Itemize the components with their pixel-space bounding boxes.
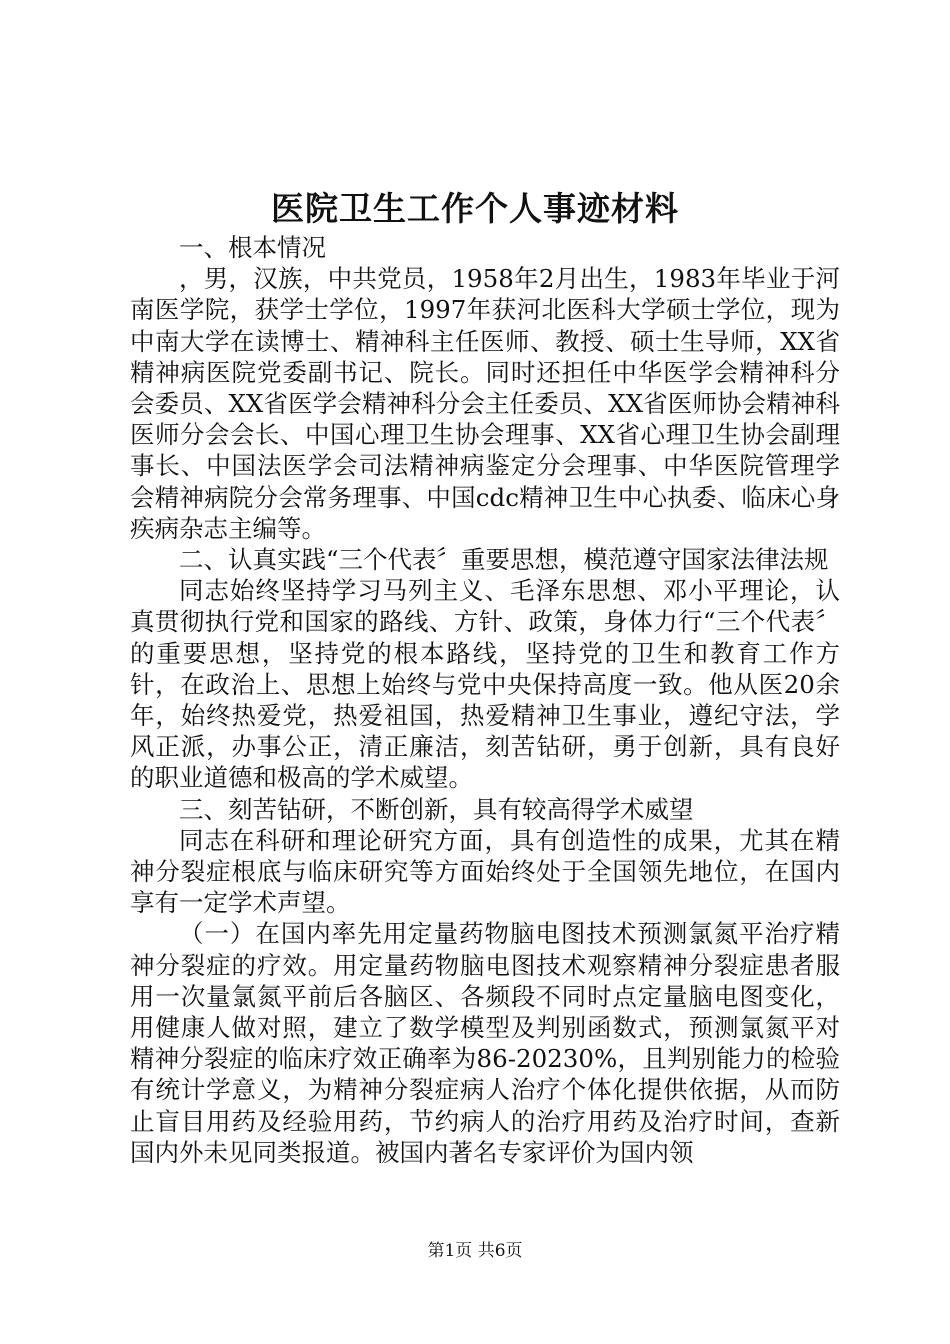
section-heading-basic-info: 一、根本情况: [179, 233, 326, 262]
paragraph-research-summary: 同志在科研和理论研究方面，具有创造性的成果，尤其在精神分裂症根底与临床研究等方面始终处于全国领先地位，在国内享有一定学术声望。: [130, 825, 840, 918]
page-footer: 第1页 共6页: [427, 1241, 523, 1261]
section-heading-three-represents: 二、认真实践“三个代表〞重要思想，模范遵守国家法律法规: [179, 545, 829, 575]
document-title: 医院卫生工作个人事迹材料: [271, 189, 679, 228]
paragraph-basic-info: ，男，汉族，中共党员，1958年2月出生，1983年毕业于河南医学院，获学士学位，1997年获河北医科大学硕士学位，现为中南大学在读博士、精神科主任医师、教授、硕士生导师，XX省精神病医院党委副书记、院长。同时还担任中华医学会精神科分会委员、XX省医学会精神科分会主任委员、XX省医师协会精神科医师分会会长、中国心理卫生协会理事、XX省心理卫生协会副理事长、中国法医学会司法精神病鉴定分会理事、中华医院管理学会精神病院分会常务理事、中国cdc精神卫生中心执委、临床心身疾病杂志主编等。: [130, 264, 840, 543]
document-body: [130, 232, 840, 1168]
section-heading-academic: 三、刻苦钻研，不断创新，具有较高得学术威望: [179, 794, 694, 824]
paragraph-political-conduct: 同志始终坚持学习马列主义、毛泽东思想、邓小平理论，认真贯彻执行党和国家的路线、方针、政策，身体力行“三个代表〞的重要思想，坚持党的根本路线，坚持党的卫生和教育工作方针，在政治上、思想上始终与党中央保持高度一致。他从医20余年，始终热爱党，热爱祖国，热爱精神卫生事业，遵纪守法，学风正派，办事公正，清正廉洁，刻苦钻研，勇于创新，具有良好的职业道德和极高的学术威望。: [130, 576, 840, 793]
paragraph-research-item-1: （一）在国内率先用定量药物脑电图技术预测氯氮平治疗精神分裂症的疗效。用定量药物脑电图技术观察精神分裂症患者服用一次量氯氮平前后各脑区、各频段不同时点定量脑电图变化，用健康人做对照，建立了数学模型及判别函数式，预测氯氮平对精神分裂症的临床疗效正确率为86-20230%，且判别能力的检验有统计学意义，为精神分裂症病人治疗个体化提供依据，从而防止盲目用药及经验用药，节约病人的治疗用药及治疗时间，查新国内外未见同类报道。被国内著名专家评价为国内领: [130, 919, 840, 1167]
